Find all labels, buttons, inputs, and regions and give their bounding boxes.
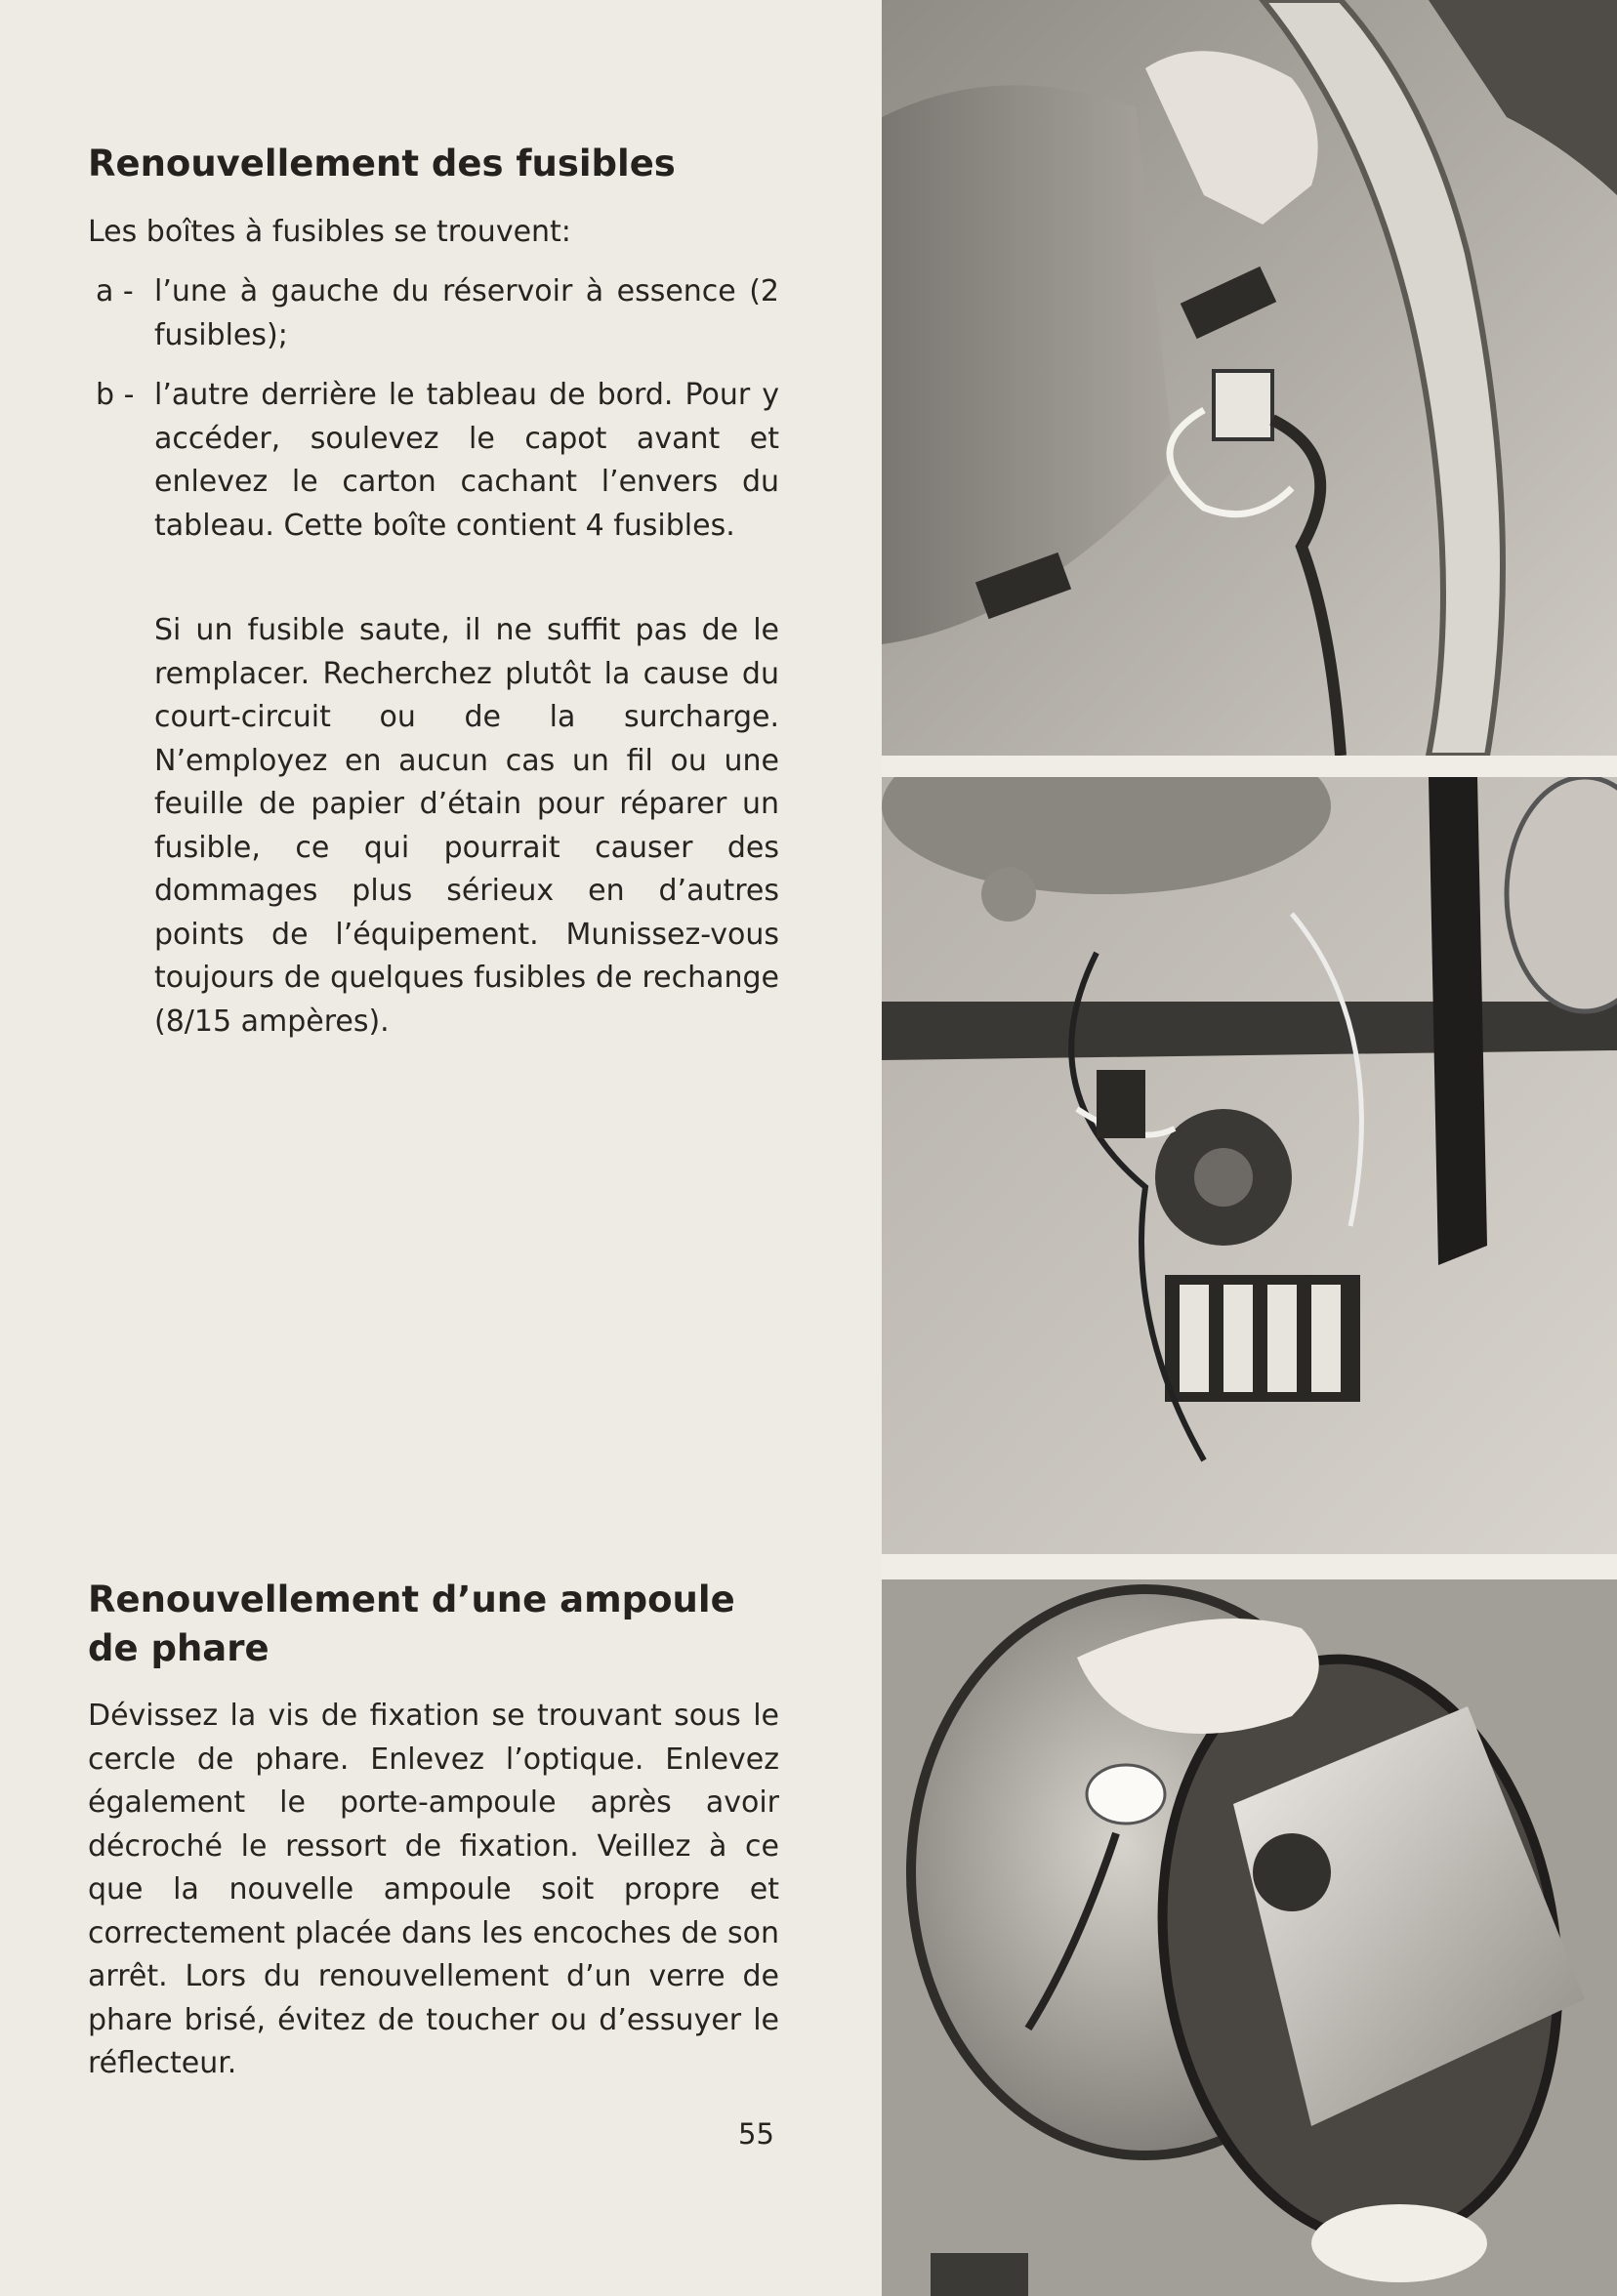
fuse-box-tank-photo-icon (882, 0, 1617, 756)
list-item-text: l’une à gauche du réservoir à essence (2 fusibles); (154, 274, 779, 352)
section-title-fuses: Renouvellement des fusibles (88, 143, 676, 184)
section-title-headlamp: Renouvellement d’une ampoule de phare (88, 1578, 735, 1669)
page-number: 55 (738, 2117, 774, 2151)
fuses-warning-paragraph: Si un fusible saute, il ne suffit pas de le remplacer. Recherchez plutôt la cause du court-circuit ou de la surcharge. N’employez en aucun cas un fil ou une feuille de papier d’étain pour réparer un fusible, ce qui pourrait causer des dommages plus sérieux en d’autres points de l’équipement. Munissez-vous toujours de quelques fusibles de rechange (8/15 ampères). (154, 613, 779, 1039)
list-item-text: l’autre derrière le tableau de bord. Pour y accéder, soulevez le capot avant et enlevez le carton cachant l’envers du tableau. Cette boîte contient 4 fusibles. (154, 378, 779, 543)
headlamp-paragraph: Dévissez la vis de fixation se trouvant sous le cercle de phare. Enlevez l’optique. Enlevez également le porte-ampoule après avoir décroché le ressort de fixation. Veillez à ce que la nouvelle ampoule soit propre et correctement placée dans les encoches de son arrêt. Lors du renouvellement d’un verre de phare brisé, évitez de toucher ou d’essuyer le réflecteur. (88, 1699, 779, 2080)
fuses-intro: Les boîtes à fusibles se trouvent: (88, 215, 571, 249)
headlamp-bulb-photo-icon (882, 1579, 1617, 2296)
list-item-letter: a - (96, 274, 134, 308)
photo-column (882, 0, 1617, 2296)
list-item-letter: b - (96, 378, 135, 412)
fuse-box-dashboard-photo-icon (882, 777, 1617, 1554)
